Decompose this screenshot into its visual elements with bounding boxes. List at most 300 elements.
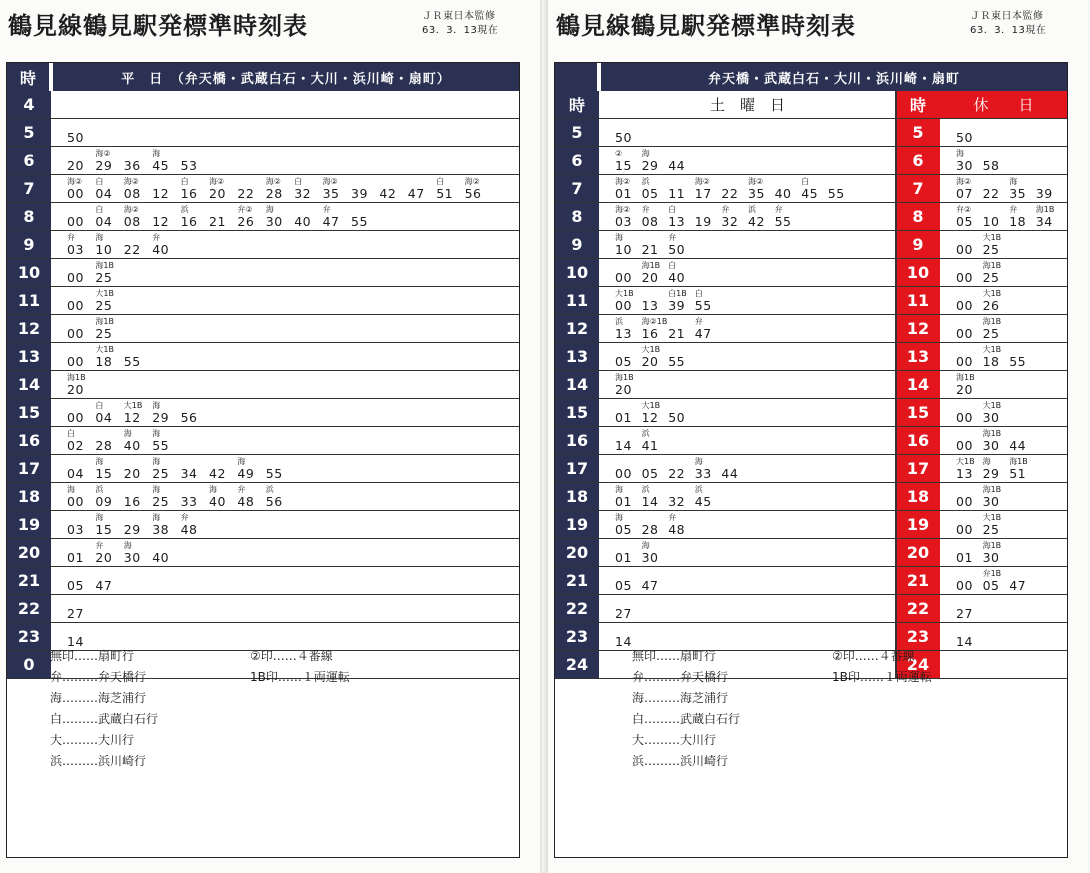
destination-mark: 白 [436, 177, 445, 186]
departure-minute: 14 [956, 634, 973, 649]
hour-label: 5 [555, 119, 599, 146]
departure-minute: 01 [956, 550, 973, 565]
departure-minute: 01 [67, 550, 84, 565]
departure-minute: 28 [95, 438, 113, 453]
destination-mark: 大1B [982, 289, 1002, 298]
destination-mark: 浜 [641, 485, 650, 494]
hour-label: 17 [7, 455, 51, 482]
destination-mark: 白 [668, 261, 677, 270]
departure [1009, 568, 1045, 594]
departure-minute: 07 [956, 186, 973, 201]
departure-minute: 04 [95, 214, 113, 229]
departure-minute: 13 [668, 214, 686, 229]
destination-mark: 海1B [1035, 205, 1055, 214]
destination-mark: 海 [956, 149, 964, 158]
departure [642, 568, 678, 594]
holiday-hour-row [896, 595, 1067, 623]
departure [1036, 204, 1072, 230]
holiday-hour-row [896, 203, 1067, 231]
departure-minute: 40 [209, 494, 226, 509]
destination-mark: 海1B [95, 261, 114, 270]
weekday-hour-row [7, 343, 519, 371]
hour-label: 23 [7, 623, 51, 650]
destination-mark: 海 [694, 457, 703, 466]
departure-list [956, 651, 1067, 678]
departure-minute: 22 [237, 186, 255, 201]
holiday-hour-row [896, 147, 1067, 175]
departure [95, 260, 131, 286]
departure [95, 316, 131, 342]
departure [1009, 428, 1045, 454]
departure-list [67, 119, 519, 146]
hour-label: 14 [7, 371, 51, 398]
departure [615, 120, 651, 146]
destination-mark: 海 [641, 541, 650, 550]
destination-mark: 弁 [180, 513, 189, 522]
hour-label: 15 [896, 399, 940, 426]
departure-list [956, 511, 1067, 538]
departure-minute: 19 [694, 214, 712, 229]
departure-minute: 00 [956, 270, 973, 285]
destination-mark: 海1B [67, 373, 86, 382]
departure [95, 288, 131, 314]
destination-mark: 海 [152, 149, 161, 158]
departure-list [956, 595, 1067, 622]
destination-mark: 大1B [956, 457, 975, 466]
holiday-hour-row [896, 455, 1067, 483]
destination-mark: 弁 [774, 205, 783, 214]
departure-minute: 05 [67, 578, 84, 593]
departure-list [956, 539, 1067, 566]
departure [983, 400, 1019, 426]
saturday-hour-row [555, 371, 896, 399]
departure-minute: 20 [956, 382, 973, 397]
holiday-hour-row [896, 343, 1067, 371]
departure-minute: 30 [982, 550, 1000, 565]
departure-minute: 25 [95, 298, 113, 313]
destination-mark: 海 [152, 429, 161, 438]
departure-minute: 13 [956, 466, 973, 481]
weekend-section-title: 弁天橋・武蔵白石・大川・浜川崎・扇町 [601, 63, 1067, 91]
departure-minute: 30 [641, 550, 659, 565]
departure-minute: 12 [123, 410, 141, 425]
legend-item: 浜………浜川崎行 [50, 754, 147, 768]
legend-item: 1B印……１両運転 [250, 670, 350, 684]
departure-minute: 55 [668, 354, 686, 369]
saturday-hour-row [555, 315, 896, 343]
destination-mark: 海 [265, 205, 274, 214]
departure-minute: 42 [209, 466, 226, 481]
departure-minute: 28 [641, 522, 659, 537]
departure-minute: 30 [123, 550, 141, 565]
hour-label: 16 [7, 427, 51, 454]
departure-minute: 00 [956, 298, 973, 313]
hour-label: 20 [7, 539, 51, 566]
legend-item: 浜………浜川崎行 [632, 754, 729, 768]
hour-label: 19 [7, 511, 51, 538]
hour-label: 7 [896, 175, 940, 202]
legend-item: 白………武蔵白石行 [632, 712, 741, 726]
departure-minute: 55 [694, 298, 712, 313]
departure-minute: 03 [615, 214, 632, 229]
departure-list [67, 259, 519, 286]
hour-label: 15 [555, 399, 599, 426]
weekday-hour-row [7, 259, 519, 287]
departure-list [615, 399, 896, 426]
departure-minute: 14 [615, 438, 632, 453]
destination-mark: 海② [694, 177, 710, 186]
departure [983, 260, 1019, 286]
destination-mark: 海 [95, 457, 104, 466]
destination-legend [632, 646, 740, 772]
destination-mark: 海②1B [641, 317, 668, 326]
departure-minute: 33 [180, 494, 198, 509]
departure-minute: 50 [668, 242, 686, 257]
departure-minute: 09 [95, 494, 113, 509]
weekday-hour-row [7, 91, 519, 119]
departure-list [615, 539, 896, 566]
destination-mark: 白 [95, 177, 104, 186]
destination-mark: 海1B [956, 373, 975, 382]
destination-mark: 海1B [982, 485, 1002, 494]
supervision-note [422, 10, 498, 38]
departure-minute: 40 [294, 214, 312, 229]
departure-minute: 50 [67, 130, 84, 145]
departure-minute: 42 [379, 186, 397, 201]
hour-label: 14 [896, 371, 940, 398]
departure-minute: 55 [152, 438, 170, 453]
legend-item: 大………大川行 [50, 733, 135, 747]
hour-label: 19 [896, 511, 940, 538]
departure-minute: 17 [694, 186, 712, 201]
destination-mark: 海 [152, 457, 161, 466]
departure-list [67, 287, 519, 314]
legend-item: 弁………弁天橋行 [632, 670, 729, 684]
destination-mark: 海② [67, 177, 83, 186]
destination-mark: 海② [748, 177, 764, 186]
hour-label: 11 [896, 287, 940, 314]
book-gutter [540, 0, 548, 873]
departure-list [67, 399, 519, 426]
holiday-hour-row [896, 427, 1067, 455]
departure [983, 288, 1019, 314]
weekday-hour-row [7, 147, 519, 175]
departure-list [615, 427, 896, 454]
destination-mark: 海 [615, 485, 623, 494]
departure-minute: 25 [982, 242, 1000, 257]
saturday-header: 土 曜 日 [599, 91, 896, 119]
departure-minute: 12 [152, 214, 170, 229]
supervision-note [970, 10, 1046, 38]
destination-mark: 弁 [668, 233, 677, 242]
departure-minute: 32 [668, 494, 686, 509]
departure-minute: 21 [209, 214, 226, 229]
destination-mark: 浜 [641, 177, 650, 186]
hour-label: 8 [7, 203, 51, 230]
departure [1009, 344, 1045, 370]
departure [668, 260, 704, 286]
departure-minute: 25 [152, 466, 170, 481]
departure-minute: 39 [351, 186, 368, 201]
departure-minute: 02 [67, 438, 84, 453]
departure-list [67, 175, 519, 202]
departure-minute: 21 [668, 326, 686, 341]
legend-item: ②印……４番線 [250, 649, 333, 663]
departure [465, 176, 501, 202]
departure-minute: 29 [152, 410, 170, 425]
hour-label: 10 [7, 259, 51, 286]
legend-item: 白………武蔵白石行 [50, 712, 159, 726]
departure [775, 204, 811, 230]
departure-list [956, 567, 1067, 594]
departure-minute: 00 [67, 354, 84, 369]
saturday-hour-row [555, 567, 896, 595]
weekday-hour-row [7, 371, 519, 399]
hour-label: 11 [555, 287, 599, 314]
destination-mark: 大1B [95, 289, 114, 298]
destination-mark: 海1B [641, 261, 661, 270]
mark-legend [250, 646, 350, 688]
departure-minute: 30 [982, 438, 1000, 453]
departure-minute: 00 [956, 410, 973, 425]
departure-list [615, 259, 896, 286]
holiday-hour-row [896, 539, 1067, 567]
departure-minute: 25 [982, 522, 1000, 537]
departure [956, 624, 992, 650]
departure-minute: 04 [95, 410, 113, 425]
departure-minute: 56 [265, 494, 283, 509]
departure-minute: 20 [641, 354, 659, 369]
departure-minute: 56 [464, 186, 482, 201]
legend-item: 大………大川行 [632, 733, 717, 747]
saturday-hour-row [555, 147, 896, 175]
departure [152, 232, 188, 258]
holiday-hour-header: 時 [896, 91, 940, 119]
departure [668, 148, 704, 174]
hour-label: 21 [555, 567, 599, 594]
hour-label: 7 [555, 175, 599, 202]
destination-mark: 浜 [180, 205, 189, 214]
hour-column-header: 時 [7, 63, 51, 91]
departure-minute: 13 [641, 298, 659, 313]
departure [695, 484, 731, 510]
departure-list [67, 315, 519, 342]
page-title: 鶴見線鶴見駅発標準時刻表 [556, 11, 856, 40]
destination-mark: 弁 [721, 205, 730, 214]
departure-list [956, 231, 1067, 258]
blank-corner-header [555, 63, 599, 91]
destination-mark: 白 [95, 401, 104, 410]
departure [668, 400, 704, 426]
holiday-hour-row [896, 371, 1067, 399]
departure [983, 484, 1019, 510]
departure-minute: 20 [641, 270, 659, 285]
saturday-hour-header: 時 [555, 91, 599, 119]
departure-minute: 48 [668, 522, 686, 537]
departure-minute: 48 [237, 494, 255, 509]
departure [152, 428, 188, 454]
departure-list [956, 175, 1067, 202]
departure-minute: 44 [668, 158, 686, 173]
destination-mark: 海 [123, 429, 132, 438]
departure-minute: 22 [123, 242, 141, 257]
departure-list [67, 455, 519, 482]
hour-label: 13 [555, 343, 599, 370]
destination-mark: 浜 [615, 317, 623, 326]
departure-minute: 18 [1009, 214, 1027, 229]
destination-mark: 海② [95, 149, 111, 158]
departure-list [67, 203, 519, 230]
destination-mark: 海② [123, 177, 139, 186]
departure-minute: 20 [67, 158, 84, 173]
departure [67, 596, 103, 622]
destination-mark: 海② [956, 177, 972, 186]
departure [642, 540, 678, 566]
departure-minute: 12 [152, 186, 170, 201]
destination-mark: 大1B [641, 401, 661, 410]
departure [695, 288, 731, 314]
hour-label: 22 [555, 595, 599, 622]
departure [721, 456, 757, 482]
hour-label: 16 [555, 427, 599, 454]
departure-minute: 05 [615, 354, 632, 369]
departure-minute: 00 [67, 298, 84, 313]
departure-minute: 08 [641, 214, 659, 229]
departure-minute: 04 [95, 186, 113, 201]
hour-label: 17 [555, 455, 599, 482]
hour-label: 12 [896, 315, 940, 342]
destination-mark: 海 [982, 457, 991, 466]
destination-mark: 弁② [956, 205, 972, 214]
legend-item: 海………海芝浦行 [632, 691, 729, 705]
hour-label: 17 [896, 455, 940, 482]
departure-minute: 32 [294, 186, 312, 201]
destination-mark: 海1B [982, 541, 1002, 550]
holiday-hour-row [896, 231, 1067, 259]
saturday-hour-row [555, 343, 896, 371]
hour-label: 5 [896, 119, 940, 146]
weekday-hour-row [7, 315, 519, 343]
departure-list [67, 231, 519, 258]
destination-mark: 海 [152, 485, 161, 494]
hour-label: 8 [896, 203, 940, 230]
hour-label: 19 [555, 511, 599, 538]
destination-mark: 海② [265, 177, 281, 186]
hour-label: 8 [555, 203, 599, 230]
destination-mark: 海 [67, 485, 75, 494]
departure-list [67, 147, 519, 174]
hour-label: 18 [555, 483, 599, 510]
destination-mark: 浜 [265, 485, 274, 494]
weekday-hour-row [7, 455, 519, 483]
departure-minute: 58 [982, 158, 1000, 173]
legend-item: 無印……扇町行 [50, 649, 135, 663]
departure-minute: 41 [641, 438, 659, 453]
departure-minute: 45 [694, 494, 712, 509]
departure-minute: 00 [956, 578, 973, 593]
departure-minute: 10 [615, 242, 632, 257]
destination-mark: 海 [152, 513, 161, 522]
destination-mark: 弁 [694, 317, 703, 326]
saturday-hour-row [555, 511, 896, 539]
departure-minute: 10 [95, 242, 113, 257]
departure-minute: 00 [956, 326, 973, 341]
departure [695, 316, 731, 342]
departure-minute: 15 [95, 466, 113, 481]
destination-mark: 海 [209, 485, 217, 494]
departure-minute: 00 [956, 522, 973, 537]
departure-minute: 20 [209, 186, 226, 201]
departure-minute: 35 [748, 186, 765, 201]
departure-minute: 39 [668, 298, 686, 313]
hour-label: 12 [555, 315, 599, 342]
destination-mark: 大1B [123, 401, 143, 410]
departure [956, 372, 992, 398]
saturday-hour-row [555, 203, 896, 231]
departure-minute: 40 [774, 186, 792, 201]
saturday-hour-row [555, 175, 896, 203]
departure-minute: 40 [668, 270, 686, 285]
departure [1009, 456, 1045, 482]
hour-label: 4 [7, 91, 51, 118]
departure [95, 568, 131, 594]
departure [124, 344, 160, 370]
departure [181, 400, 217, 426]
departure-minute: 30 [265, 214, 283, 229]
hour-label: 21 [7, 567, 51, 594]
hour-label: 10 [896, 259, 940, 286]
departure-list [615, 119, 896, 146]
effective-date: 63．3．13現在 [422, 25, 499, 36]
legend-item: 弁………弁天橋行 [50, 670, 147, 684]
departure [983, 540, 1019, 566]
hour-label: 23 [555, 623, 599, 650]
departure-minute: 34 [1035, 214, 1053, 229]
weekday-hour-row [7, 119, 519, 147]
departure-list [615, 567, 896, 594]
departure-list [615, 287, 896, 314]
departure-list [615, 371, 896, 398]
hour-label: 18 [896, 483, 940, 510]
departure-minute: 03 [67, 522, 84, 537]
departure [983, 148, 1019, 174]
departure-list [956, 259, 1067, 286]
departure [668, 232, 704, 258]
hour-label: 6 [896, 147, 940, 174]
weekday-hour-row [7, 511, 519, 539]
departure-minute: 55 [351, 214, 368, 229]
hour-label: 22 [7, 595, 51, 622]
departure-list [615, 203, 896, 230]
departure-minute: 22 [721, 186, 739, 201]
departure-minute: 38 [152, 522, 170, 537]
departure [615, 596, 651, 622]
departure-minute: 50 [615, 130, 632, 145]
destination-mark: 海1B [982, 317, 1002, 326]
destination-mark: 浜 [748, 205, 756, 214]
departure [266, 456, 302, 482]
destination-mark: 海② [209, 177, 225, 186]
departure-list [67, 343, 519, 370]
departure-list [67, 371, 519, 398]
destination-mark: 大1B [982, 233, 1002, 242]
departure-minute: 30 [982, 494, 1000, 509]
departure [668, 512, 704, 538]
weekday-hour-row [7, 483, 519, 511]
legend-item: ②印……４番線 [832, 649, 915, 663]
departure-minute: 00 [67, 214, 84, 229]
departure-list [67, 595, 519, 622]
